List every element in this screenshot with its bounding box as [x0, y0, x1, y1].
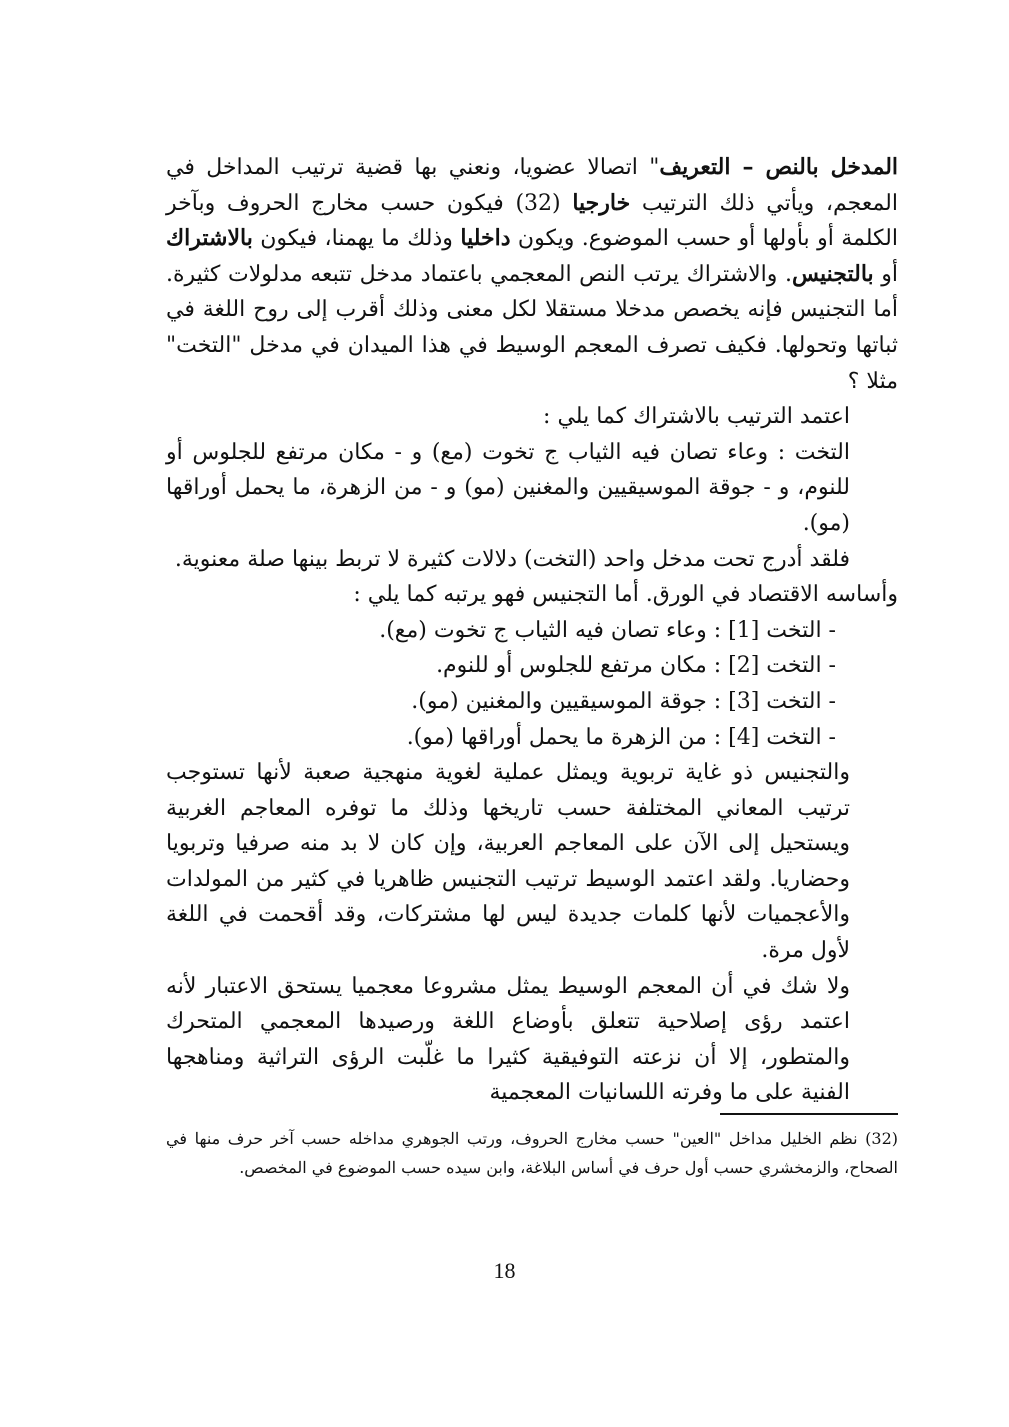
list-item: - التخت [4] : من الزهرة ما يحمل أوراقها (مو).	[406, 724, 836, 750]
paragraph	[166, 150, 898, 399]
list-item: - التخت [2] : مكان مرتفع للجلوس أو للنوم.	[436, 653, 836, 679]
text-run: (32) فيكون حسب مخارج الحروف وبآخر الكلمة أو بأولها أو حسب الموضوع. ويكون	[166, 190, 898, 252]
text-run: . والاشتراك يرتب النص المعجمي باعتماد مدخل تتبعه مدلولات كثيرة. أما التجنيس فإنه يخصص مدخلا مستقلا لكل معنى وذلك أقرب إلى روح اللغة في ثباتها وتحولها. فكيف تصرف المعجم الوسيط في هذا الميدان في مدخل "التخت" مثلا ؟	[166, 261, 898, 394]
list-item: - التخت [3] : جوقة الموسيقيين والمغنين (مو).	[411, 688, 836, 714]
footnotes	[166, 1124, 898, 1182]
page-number: 18	[493, 1258, 516, 1283]
paragraph: وأساسه الاقتصاد في الورق. أما التجنيس فهو يرتبه كما يلي :	[353, 582, 898, 608]
body-text	[166, 150, 898, 1111]
text-run: " اتصالا عضويا، ونعني بها قضية ترتيب المداخل في المعجم، ويأتي ذلك الترتيب	[166, 155, 898, 216]
paragraph: فلقد أدرج تحت مدخل واحد (التخت) دلالات كثيرة لا تربط بينها صلة معنوية.	[174, 546, 850, 572]
bold-term: المدخل بالنص – التعريف	[659, 154, 899, 180]
footnote-separator	[720, 1113, 898, 1115]
paragraph: اعتمد الترتيب بالاشتراك كما يلي :	[543, 404, 850, 430]
paragraph: التخت : وعاء تصان فيه الثياب ج تخوت (مع) و - مكان مرتفع للجلوس أو للنوم، و - جوقة الموسيقيين والمغنين (مو) و - من الزهرة، ما يحمل أوراقها (مو).	[166, 439, 850, 536]
bold-term: بالتجنيس	[791, 260, 874, 287]
bold-term: بالاشتراك	[166, 225, 253, 252]
list-item: - التخت [1] : وعاء تصان فيه الثياب ج تخوت (مع).	[379, 617, 836, 643]
paragraph: والتجنيس ذو غاية تربوية ويمثل عملية لغوية منهجية صعبة لأنها تستوجب ترتيب المعاني المختلفة حسب تاريخها وذلك ما توفره المعاجم الغربية ويستحيل إلى الآن على المعاجم العربية، وإن كان لا بد منه صرفيا وتربويا وحضاريا. ولقد اعتمد الوسيط ترتيب التجنيس ظاهريا في كثير من المولدات والأعجميات لأنها كلمات جديدة ليس لها مشتركات، وقد أقحمت في اللغة لأول مرة.	[166, 760, 850, 964]
paragraph: ولا شك في أن المعجم الوسيط يمثل مشروعا معجميا يستحق الاعتبار لأنه اعتمد رؤى إصلاحية تتعلق بأوضاع اللغة ورصيدها المعجمي المتحرك والمتطور، إلا أن نزعته التوفيقية كثيرا ما غلّبت الرؤى التراثية ومناهجها الفنية على ما وفرته اللسانيات المعجمية	[166, 973, 850, 1106]
bold-term: داخليا	[460, 225, 511, 252]
bold-term: خارجيا	[572, 189, 631, 216]
footnote: (32) نظم الخليل مداخل "العين" حسب مخارج الحروف، ورتب الجوهري مداخله حسب آخر حرف منها في الصحاح، والزمخشري حسب أول حرف في أساس البلاغة، وابن سيده حسب الموضوع في المخصص.	[166, 1129, 898, 1177]
text-run: أو	[873, 261, 898, 287]
text-run: وذلك ما يهمنا، فيكون	[252, 226, 461, 252]
